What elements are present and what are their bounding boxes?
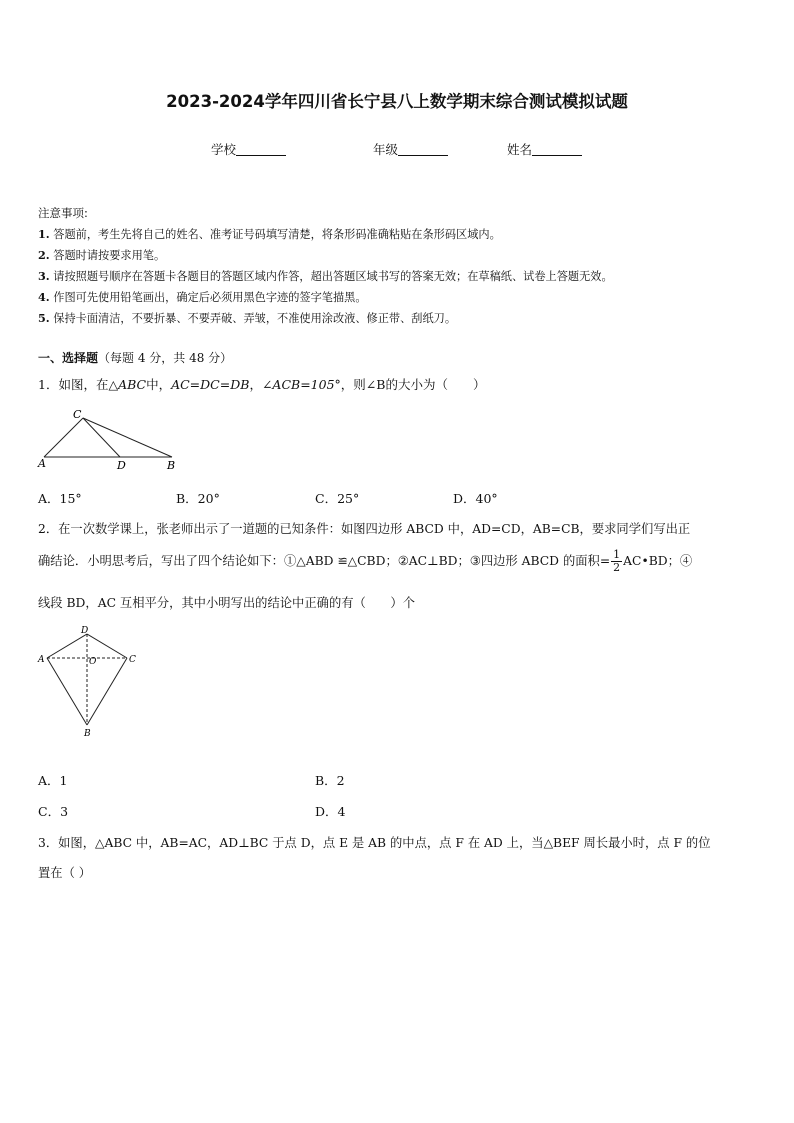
segment-dc bbox=[87, 634, 127, 658]
name-field bbox=[507, 140, 582, 158]
grade-field bbox=[373, 140, 448, 158]
note-item: 1. 答题前，考生先将自己的姓名、准考证号码填写清楚，将条形码准确粘贴在条形码区域内。 bbox=[38, 227, 501, 241]
question-2-line-2: 确结论．小明思考后，写出了四个结论如下：①△ABD ≌△CBD；②AC⊥BD；③四边形 ABCD 的面积= $\frac{1}{2}$ AC•BD；④ bbox=[38, 548, 693, 574]
note-item: 2. 答题时请按要求用笔。 bbox=[38, 248, 166, 262]
notes-heading: 注意事项: bbox=[38, 206, 88, 220]
note-item: 3. 请按照题号顺序在答题卡各题目的答题区域内作答，超出答题区域书写的答案无效；在草稿纸、试卷上答题无效。 bbox=[38, 269, 613, 283]
question-2-line-3: 线段 BD，AC 互相平分，其中小明写出的结论中正确的有（ ）个 bbox=[38, 596, 416, 610]
question-3-line-1: 3．如图，△ABC 中，AB=AC，AD⊥BC 于点 D，点 E 是 AB 的中点，点 F 在 AD 上，当△BEF 周长最小时，点 F 的位 bbox=[38, 836, 711, 850]
label-o: O bbox=[89, 657, 97, 667]
note-item: 4. 作图可先使用铅笔画出，确定后必须用黑色字迹的签字笔描黑。 bbox=[38, 290, 367, 304]
segment-cb bbox=[87, 658, 127, 725]
section-heading: 一、选择题（每题 4 分，共 48 分） bbox=[38, 351, 233, 365]
q1-option-d[interactable]: D．40° bbox=[453, 491, 498, 506]
school-blank[interactable] bbox=[236, 143, 286, 156]
label-c: C bbox=[129, 655, 136, 665]
label-b: B bbox=[167, 459, 176, 472]
segment-ad bbox=[47, 634, 87, 658]
name-label: 姓名 bbox=[507, 142, 533, 157]
page-title: 2023-2024学年四川省长宁县八上数学期末综合测试模拟试题 bbox=[166, 92, 628, 111]
q1-option-c[interactable]: C．25° bbox=[315, 491, 360, 506]
notes-block bbox=[38, 203, 613, 329]
q2-option-d[interactable]: D．4 bbox=[315, 804, 346, 819]
segment-cd bbox=[83, 418, 120, 457]
label-b: B bbox=[84, 729, 91, 739]
name-blank[interactable] bbox=[532, 143, 582, 156]
question-2-line-1: 2．在一次数学课上，张老师出示了一道题的已知条件：如图四边形 ABCD 中，AD=CD，AB=CB，要求同学们写出正 bbox=[38, 522, 691, 536]
q2-option-a[interactable]: A．1 bbox=[38, 773, 68, 788]
q1-option-a[interactable]: A．15° bbox=[38, 491, 82, 506]
segment-cb bbox=[83, 418, 172, 457]
question-2-figure bbox=[36, 624, 146, 740]
label-c: C bbox=[73, 408, 82, 421]
grade-blank[interactable] bbox=[398, 143, 448, 156]
q2-option-b[interactable]: B．2 bbox=[315, 773, 345, 788]
q1-option-b[interactable]: B．20° bbox=[176, 491, 220, 506]
question-3-line-2: 置在（ ） bbox=[38, 866, 92, 880]
school-label: 学校 bbox=[211, 142, 237, 157]
question-1-text: 1．如图，在△ABC中，AC=DC=DB，∠ACB=105°，则∠B的大小为（ ） bbox=[38, 377, 486, 392]
note-item: 5. 保持卡面清洁，不要折暴、不要弄破、弄皱，不准使用涂改液、修正带、刮纸刀。 bbox=[38, 311, 457, 325]
label-d: D bbox=[117, 459, 126, 472]
school-field bbox=[211, 140, 286, 158]
segment-ac bbox=[44, 418, 83, 457]
label-a: A bbox=[38, 457, 46, 470]
q2-option-c[interactable]: C．3 bbox=[38, 804, 69, 819]
grade-label: 年级 bbox=[373, 142, 399, 157]
fraction-half: $\frac{1}{2}$ bbox=[613, 548, 621, 574]
segment-ab bbox=[47, 658, 87, 725]
label-d: D bbox=[81, 626, 89, 636]
question-1-figure bbox=[36, 404, 186, 472]
label-a: A bbox=[38, 655, 45, 665]
